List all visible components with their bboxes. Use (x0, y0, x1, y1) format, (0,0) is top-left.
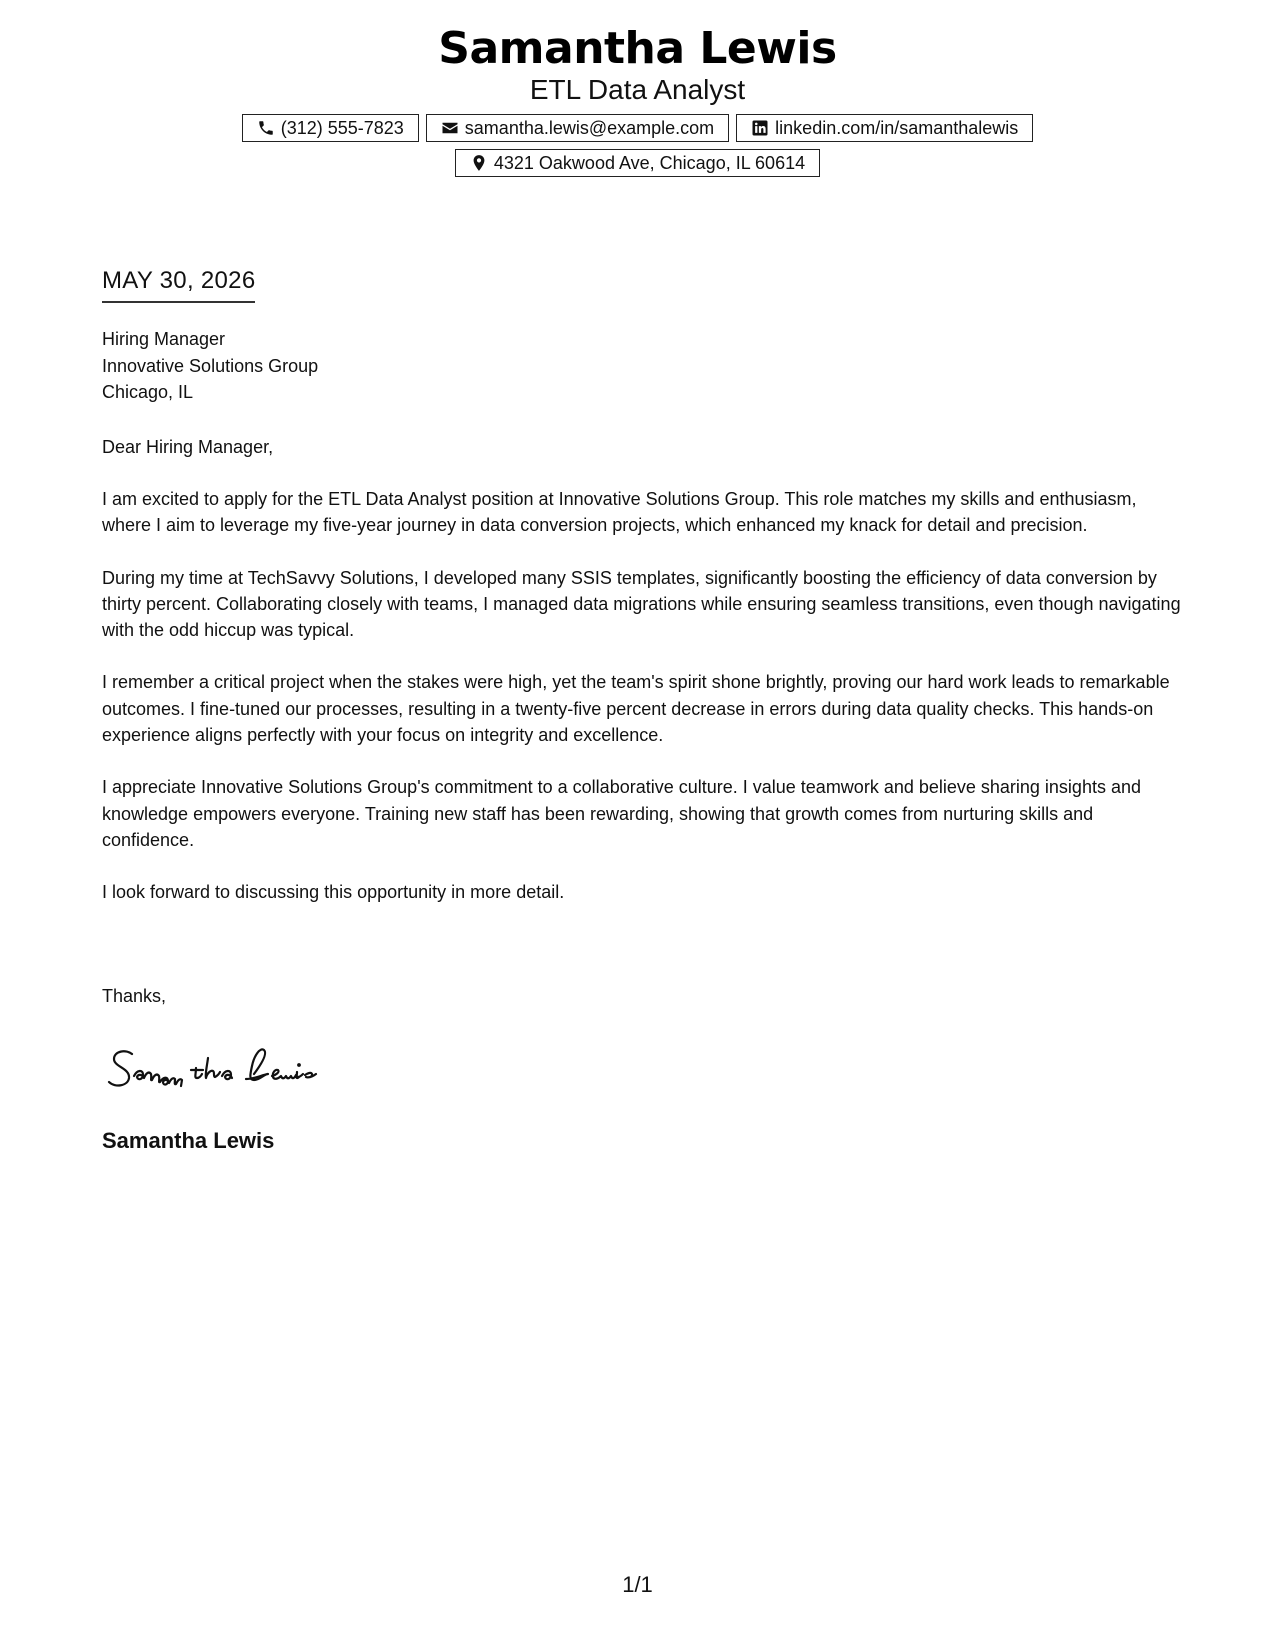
contact-phone[interactable] (242, 114, 419, 142)
contact-linkedin[interactable] (736, 114, 1033, 142)
linkedin-icon (751, 119, 769, 137)
envelope-icon (441, 119, 459, 137)
letter-body (102, 486, 1182, 932)
handwritten-signature (104, 1040, 364, 1096)
body-paragraph: I appreciate Innovative Solutions Group's commitment to a collaborative culture. I value teamwork and believe sharing insights and knowledge empowers everyone. Training new staff has been rewarding, showing that growth comes from nurturing skills and confidence. (102, 777, 1141, 850)
applicant-name: Samantha Lewis (438, 23, 837, 74)
page-indicator: 1/1 (622, 1572, 653, 1597)
address-text: 4321 Oakwood Ave, Chicago, IL 60614 (493, 152, 806, 173)
phone-text: (312) 555-7823 (280, 117, 404, 138)
email-text: samantha.lewis@example.com (464, 117, 715, 138)
contact-row-primary (0, 114, 1275, 142)
closing: Thanks, (102, 986, 167, 1006)
salutation: Dear Hiring Manager, (102, 437, 274, 457)
contact-row-secondary (0, 149, 1275, 177)
recipient-block (102, 326, 1182, 406)
recipient-line: Innovative Solutions Group (102, 355, 319, 376)
letter-header (0, 22, 1275, 177)
recipient-line: Chicago, IL (102, 382, 194, 402)
contact-email[interactable] (426, 114, 729, 142)
contact-address[interactable] (455, 149, 820, 177)
body-paragraph: I look forward to discussing this opportunity in more detail. (102, 882, 565, 903)
body-paragraph: During my time at TechSavvy Solutions, I developed many SSIS templates, significantly boosting the efficiency of data conversion by thirty percent. Collaborating closely with teams, I managed data migrations while ensuring seamless transitions, even though navigating with the odd hiccup was typical. (102, 567, 1181, 641)
linkedin-text: linkedin.com/in/samanthalewis (775, 117, 1019, 138)
map-marker-icon (470, 154, 488, 172)
body-paragraph: I am excited to apply for the ETL Data Analyst position at Innovative Solutions Group. This role matches my skills and enthusiasm, where I aim to leverage my five-year journey in data conversion projects, which enhanced my knack for detail and precision. (102, 489, 1137, 536)
recipient-line: Hiring Manager (102, 329, 226, 349)
body-paragraph: I remember a critical project when the stakes were high, yet the team's spirit shone brightly, proving our hard work leads to remarkable outcomes. I fine-tuned our processes, resulting in a twenty-five percent decrease in errors during data quality checks. This hands-on experience aligns perfectly with your focus on integrity and excellence. (102, 672, 1170, 746)
phone-icon (257, 119, 275, 137)
signer-name: Samantha Lewis (102, 1128, 275, 1153)
job-title: ETL Data Analyst (529, 74, 746, 105)
letter-date: MAY 30, 2026 (102, 266, 255, 303)
